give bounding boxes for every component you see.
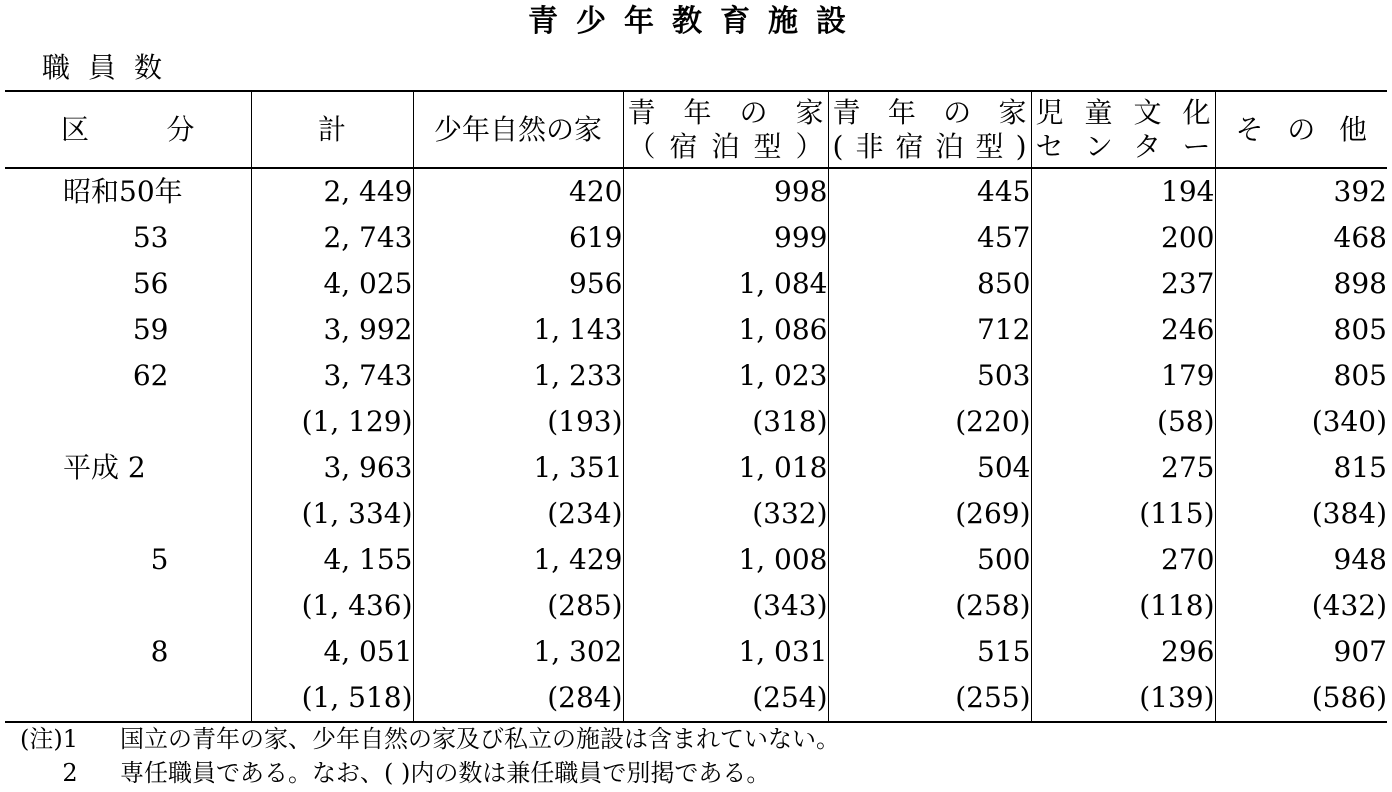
cell-col-2: 956	[413, 261, 623, 307]
cell-col-3: 999	[623, 215, 828, 261]
cell-col-3: (318)	[623, 399, 828, 445]
table-row	[5, 445, 1387, 491]
cell-col-3: 998	[623, 168, 828, 215]
cell-col-4: 850	[828, 261, 1031, 307]
cell-col-6: 468	[1215, 215, 1387, 261]
column-header-youth-house-non-lodging: 青年の家 (非宿泊型)	[828, 91, 1031, 168]
cell-col-2: 1, 429	[413, 537, 623, 583]
cell-col-3: 1, 086	[623, 307, 828, 353]
cell-col-6: (384)	[1215, 491, 1387, 537]
cell-col-5: 246	[1031, 307, 1215, 353]
cell-col-3: 1, 031	[623, 629, 828, 675]
cell-col-2: 1, 233	[413, 353, 623, 399]
cell-col-2: (284)	[413, 675, 623, 722]
cell-col-4: 500	[828, 537, 1031, 583]
cell-col-2: 619	[413, 215, 623, 261]
cell-col-3: 1, 084	[623, 261, 828, 307]
cell-col-2: (193)	[413, 399, 623, 445]
row-label: 62	[132, 359, 169, 392]
row-label: 5	[150, 543, 169, 576]
footnotes	[20, 722, 840, 790]
cell-col-4: (258)	[828, 583, 1031, 629]
cell-col-1: 2, 449	[251, 168, 413, 215]
cell-col-4: 445	[828, 168, 1031, 215]
row-label: 56	[132, 267, 169, 300]
cell-col-5: (115)	[1031, 491, 1215, 537]
cell-col-4: 503	[828, 353, 1031, 399]
column-header-youth-nature-house: 少年自然の家	[413, 91, 623, 168]
footnote-1: (注)1 国立の青年の家、少年自然の家及び私立の施設は含まれていない。	[20, 725, 840, 753]
cell-col-1: 4, 025	[251, 261, 413, 307]
cell-col-1: 4, 155	[251, 537, 413, 583]
cell-col-2: 1, 143	[413, 307, 623, 353]
cell-col-6: 815	[1215, 445, 1387, 491]
cell-col-6: 805	[1215, 307, 1387, 353]
cell-col-6: (340)	[1215, 399, 1387, 445]
row-label: 平成 2	[63, 451, 146, 484]
cell-col-3: 1, 008	[623, 537, 828, 583]
cell-col-3: 1, 018	[623, 445, 828, 491]
cell-col-1: 3, 743	[251, 353, 413, 399]
cell-col-5: 200	[1031, 215, 1215, 261]
cell-col-1: 3, 963	[251, 445, 413, 491]
table-row-part-time	[5, 583, 1387, 629]
cell-col-3: 1, 023	[623, 353, 828, 399]
page-title: 青少年教育施設	[528, 4, 864, 39]
staff-table	[5, 90, 1387, 723]
cell-col-5: 270	[1031, 537, 1215, 583]
cell-col-2: 420	[413, 168, 623, 215]
cell-col-1: 2, 743	[251, 215, 413, 261]
table-row	[5, 353, 1387, 399]
table-row	[5, 168, 1387, 215]
cell-col-6: 907	[1215, 629, 1387, 675]
cell-col-5: 296	[1031, 629, 1215, 675]
cell-col-1: 4, 051	[251, 629, 413, 675]
cell-col-5: (118)	[1031, 583, 1215, 629]
cell-col-2: 1, 351	[413, 445, 623, 491]
cell-col-1: (1, 436)	[251, 583, 413, 629]
table-row	[5, 261, 1387, 307]
row-label	[5, 675, 251, 722]
column-header-category: 区 分	[5, 91, 251, 168]
row-label: 昭和50年	[63, 175, 183, 208]
cell-col-5: (58)	[1031, 399, 1215, 445]
cell-col-6: 805	[1215, 353, 1387, 399]
row-label: 8	[150, 635, 169, 668]
cell-col-2: 1, 302	[413, 629, 623, 675]
cell-col-2: (285)	[413, 583, 623, 629]
table-row	[5, 307, 1387, 353]
table-row-part-time	[5, 491, 1387, 537]
table-row-part-time	[5, 675, 1387, 722]
row-label	[5, 491, 251, 537]
cell-col-1: 3, 992	[251, 307, 413, 353]
cell-col-6: 898	[1215, 261, 1387, 307]
column-header-children-culture-center: 児童文化 センター	[1031, 91, 1215, 168]
row-label: 53	[132, 221, 169, 254]
cell-col-4: 515	[828, 629, 1031, 675]
cell-col-3: (332)	[623, 491, 828, 537]
cell-col-6: 948	[1215, 537, 1387, 583]
cell-col-6: (432)	[1215, 583, 1387, 629]
cell-col-5: (139)	[1031, 675, 1215, 722]
cell-col-4: 504	[828, 445, 1031, 491]
column-header-other: その他	[1215, 91, 1387, 168]
table-header	[5, 91, 1387, 168]
table-row	[5, 215, 1387, 261]
cell-col-4: (269)	[828, 491, 1031, 537]
cell-col-5: 179	[1031, 353, 1215, 399]
cell-col-3: (254)	[623, 675, 828, 722]
cell-col-4: 712	[828, 307, 1031, 353]
table-row-part-time	[5, 399, 1387, 445]
cell-col-4: 457	[828, 215, 1031, 261]
cell-col-4: (220)	[828, 399, 1031, 445]
cell-col-6: (586)	[1215, 675, 1387, 722]
cell-col-5: 275	[1031, 445, 1215, 491]
table-body	[5, 168, 1387, 722]
row-label: 59	[132, 313, 169, 346]
column-header-total: 計	[251, 91, 413, 168]
row-label	[5, 399, 251, 445]
table-row	[5, 629, 1387, 675]
cell-col-1: (1, 518)	[251, 675, 413, 722]
cell-col-5: 194	[1031, 168, 1215, 215]
cell-col-1: (1, 334)	[251, 491, 413, 537]
cell-col-1: (1, 129)	[251, 399, 413, 445]
cell-col-3: (343)	[623, 583, 828, 629]
cell-col-2: (234)	[413, 491, 623, 537]
footnote-2: 2 専任職員である。なお、( )内の数は兼任職員で別掲である。	[62, 759, 771, 787]
table-subtitle: 職員数	[42, 51, 181, 84]
cell-col-4: (255)	[828, 675, 1031, 722]
cell-col-6: 392	[1215, 168, 1387, 215]
table-row	[5, 537, 1387, 583]
row-label	[5, 583, 251, 629]
column-header-youth-house-lodging: 青年の家 （宿泊型）	[623, 91, 828, 168]
cell-col-5: 237	[1031, 261, 1215, 307]
